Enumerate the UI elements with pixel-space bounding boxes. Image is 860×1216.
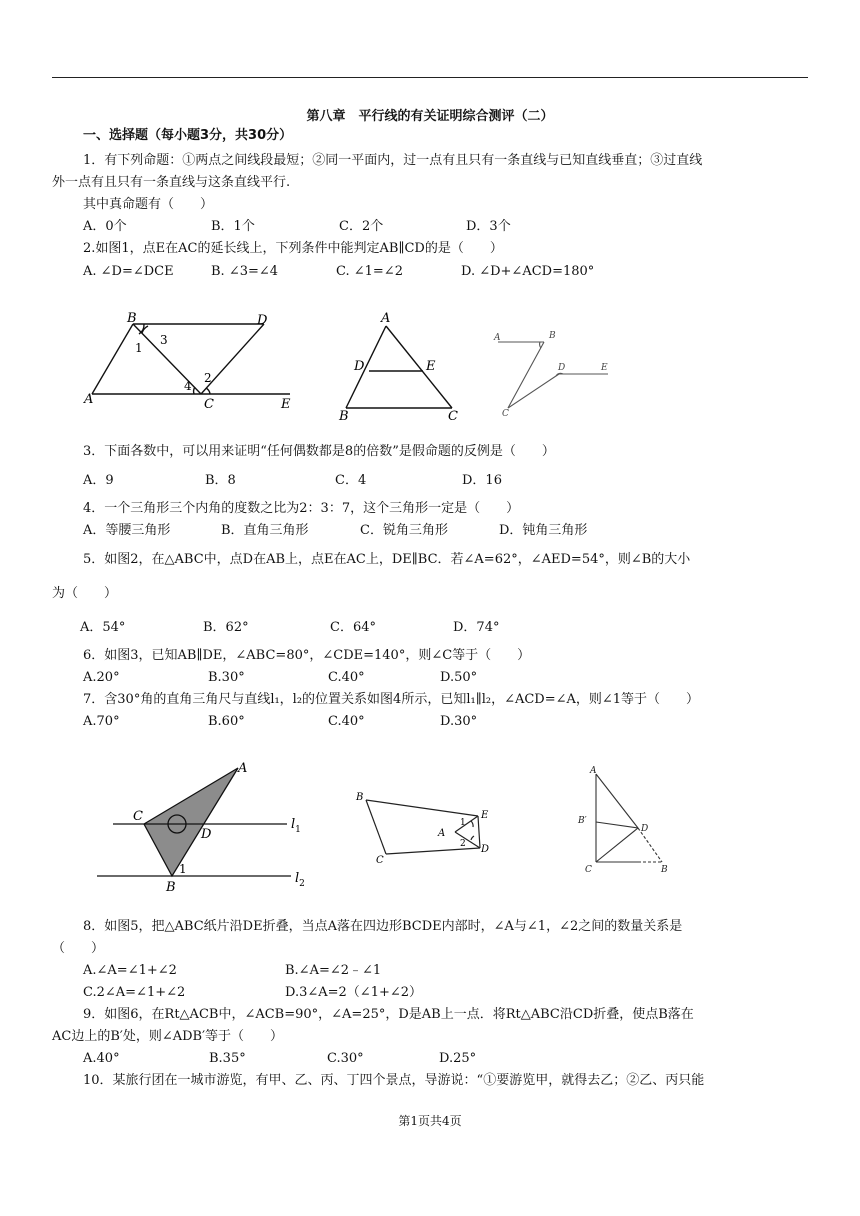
q2-option-b[interactable]: B. ∠3=∠4 xyxy=(211,264,279,279)
q7-option-b[interactable]: B.60° xyxy=(208,714,245,729)
q6-option-d[interactable]: D.50° xyxy=(440,670,478,685)
fig1-angle-3: 3 xyxy=(160,333,168,347)
q3-option-d[interactable]: D．16 xyxy=(462,473,502,488)
header-rule xyxy=(52,77,808,78)
q2-option-c[interactable]: C. ∠1=∠2 xyxy=(336,264,403,279)
q9-line1: 9．如图6，在Rt△ACB中，∠ACB=90°，∠A=25°，D是AB上一点．将Rt△ABC沿CD折叠，使点B落在 xyxy=(83,1007,694,1022)
figure-3 xyxy=(490,326,620,418)
q2-option-d[interactable]: D. ∠D+∠ACD=180° xyxy=(461,264,595,279)
fig1-angle-2: 2 xyxy=(204,371,212,385)
fig4-label-b: B xyxy=(166,880,176,895)
q8-option-b[interactable]: B.∠A=∠2﹣∠1 xyxy=(285,963,382,978)
fig2-label-d: D xyxy=(354,359,365,374)
q1-option-d[interactable]: D．3个 xyxy=(466,219,511,234)
fig6-label-b-prime: B′ xyxy=(578,816,587,826)
fig2-label-a: A xyxy=(381,311,391,326)
q8-option-a[interactable]: A.∠A=∠1+∠2 xyxy=(83,963,177,978)
fig3-label-b: B xyxy=(549,331,556,341)
fig6-label-c: C xyxy=(585,865,592,875)
q4-line1: 4．一个三角形三个内角的度数之比为2：3：7，这个三角形一定是（ ） xyxy=(83,501,520,516)
q7-line1: 7．含30°角的直角三角尺与直线l₁，l₂的位置关系如图4所示，已知l₁∥l₂，∠ACD=∠A，则∠1等于（ ） xyxy=(83,692,700,707)
section-heading: 一、选择题（每小题3分，共30分） xyxy=(83,128,293,143)
q9-line2: AC边上的B′处，则∠ADB′等于（ ） xyxy=(52,1029,284,1044)
fig2-label-c: C xyxy=(448,409,458,424)
fig1-angle-4: 4 xyxy=(184,379,192,393)
q8-line1: 8．如图5，把△ABC纸片沿DE折叠，当点A落在四边形BCDE内部时，∠A与∠1，∠2之间的数量关系是 xyxy=(83,919,683,934)
q1-option-a[interactable]: A．0个 xyxy=(83,219,127,234)
q9-option-d[interactable]: D.25° xyxy=(439,1051,477,1066)
q8-line2: （ ） xyxy=(52,941,105,956)
q6-option-c[interactable]: C.40° xyxy=(328,670,365,685)
q1-line2: 外一点有且只有一条直线与这条直线平行. xyxy=(52,175,291,190)
q5-line2: 为（ ） xyxy=(52,586,118,601)
fig1-label-d: D xyxy=(257,313,268,328)
figure-2 xyxy=(336,308,466,424)
fig4-angle-1: 1 xyxy=(179,862,187,876)
q3-option-b[interactable]: B．8 xyxy=(205,473,236,488)
fig6-label-a: A xyxy=(590,766,597,776)
fig4-label-d: D xyxy=(201,827,212,842)
fig4-label-a: A xyxy=(238,761,248,776)
fig3-label-a: A xyxy=(494,333,501,343)
q1-option-c[interactable]: C．2个 xyxy=(339,219,384,234)
fig5-angle-1: 1 xyxy=(460,818,466,828)
q1-line3: 其中真命题有（ ） xyxy=(83,197,214,212)
q7-option-c[interactable]: C.40° xyxy=(328,714,365,729)
q10-line1: 10．某旅行团在一城市游览，有甲、乙、丙、丁四个景点，导游说：“①要游览甲，就得去乙；②乙、丙只能 xyxy=(83,1073,705,1088)
fig5-label-e: E xyxy=(481,810,489,821)
q1-option-b[interactable]: B．1个 xyxy=(211,219,255,234)
fig4-label-l1: $l_1$ xyxy=(291,817,301,835)
q4-option-a[interactable]: A．等腰三角形 xyxy=(83,523,171,538)
fig1-label-b: B xyxy=(127,311,137,326)
q3-option-a[interactable]: A．9 xyxy=(83,473,114,488)
q5-option-c[interactable]: C．64° xyxy=(330,620,376,635)
fig3-label-c: C xyxy=(502,409,509,419)
q1-line1: 1．有下列命题：①两点之间线段最短；②同一平面内，过一点有且只有一条直线与已知直线垂直；③过直线 xyxy=(83,153,703,168)
figure-1 xyxy=(80,308,300,420)
q4-option-c[interactable]: C．锐角三角形 xyxy=(360,523,448,538)
q5-option-d[interactable]: D．74° xyxy=(453,620,500,635)
q4-option-d[interactable]: D．钝角三角形 xyxy=(499,523,588,538)
q5-line1: 5．如图2，在△ABC中，点D在AB上，点E在AC上，DE∥BC．若∠A=62°，∠AED=54°，则∠B的大小 xyxy=(83,552,691,567)
page-footer: 第1页共4页 xyxy=(398,1114,462,1128)
fig6-label-d: D xyxy=(641,824,649,834)
fig1-angle-1: 1 xyxy=(135,341,143,355)
q6-line1: 6．如图3，已知AB∥DE，∠ABC=80°，∠CDE=140°，则∠C等于（ ） xyxy=(83,648,531,663)
fig5-label-a: A xyxy=(438,828,446,839)
fig1-label-e: E xyxy=(281,397,291,412)
fig5-label-d: D xyxy=(481,844,490,855)
figure-4 xyxy=(95,758,315,894)
q6-option-b[interactable]: B.30° xyxy=(208,670,245,685)
q4-option-b[interactable]: B．直角三角形 xyxy=(221,523,309,538)
figure-6 xyxy=(574,762,684,878)
q2-line1: 2.如图1，点E在AC的延长线上，下列条件中能判定AB∥CD的是（ ） xyxy=(83,241,503,256)
fig2-label-b: B xyxy=(339,409,349,424)
q3-line1: 3．下面各数中，可以用来证明“任何偶数都是8的倍数”是假命题的反例是（ ） xyxy=(83,444,555,459)
q5-option-b[interactable]: B．62° xyxy=(203,620,249,635)
q8-option-c[interactable]: C.2∠A=∠1+∠2 xyxy=(83,985,186,1000)
fig1-label-a: A xyxy=(84,392,94,407)
fig4-label-l2: $l_2$ xyxy=(295,871,305,889)
fig5-angle-2: 2 xyxy=(460,839,466,849)
q3-option-c[interactable]: C．4 xyxy=(335,473,367,488)
fig4-label-c: C xyxy=(133,809,143,824)
fig3-label-e: E xyxy=(601,363,608,373)
q7-option-d[interactable]: D.30° xyxy=(440,714,478,729)
fig6-label-b: B xyxy=(661,865,668,875)
page-title: 第八章 平行线的有关证明综合测评（二） xyxy=(306,109,554,124)
q9-option-c[interactable]: C.30° xyxy=(327,1051,364,1066)
fig5-label-b: B xyxy=(356,792,364,803)
q5-option-a[interactable]: A．54° xyxy=(80,620,126,635)
q6-option-a[interactable]: A.20° xyxy=(83,670,120,685)
fig2-label-e: E xyxy=(426,359,436,374)
q9-option-b[interactable]: B.35° xyxy=(209,1051,246,1066)
fig1-label-c: C xyxy=(204,397,214,412)
figure-5 xyxy=(352,788,502,868)
q2-option-a[interactable]: A. ∠D=∠DCE xyxy=(83,264,174,279)
fig5-label-c: C xyxy=(376,855,384,866)
q8-option-d[interactable]: D.3∠A=2（∠1+∠2） xyxy=(285,985,423,1000)
q9-option-a[interactable]: A.40° xyxy=(83,1051,120,1066)
fig3-label-d: D xyxy=(558,363,566,373)
q7-option-a[interactable]: A.70° xyxy=(83,714,120,729)
